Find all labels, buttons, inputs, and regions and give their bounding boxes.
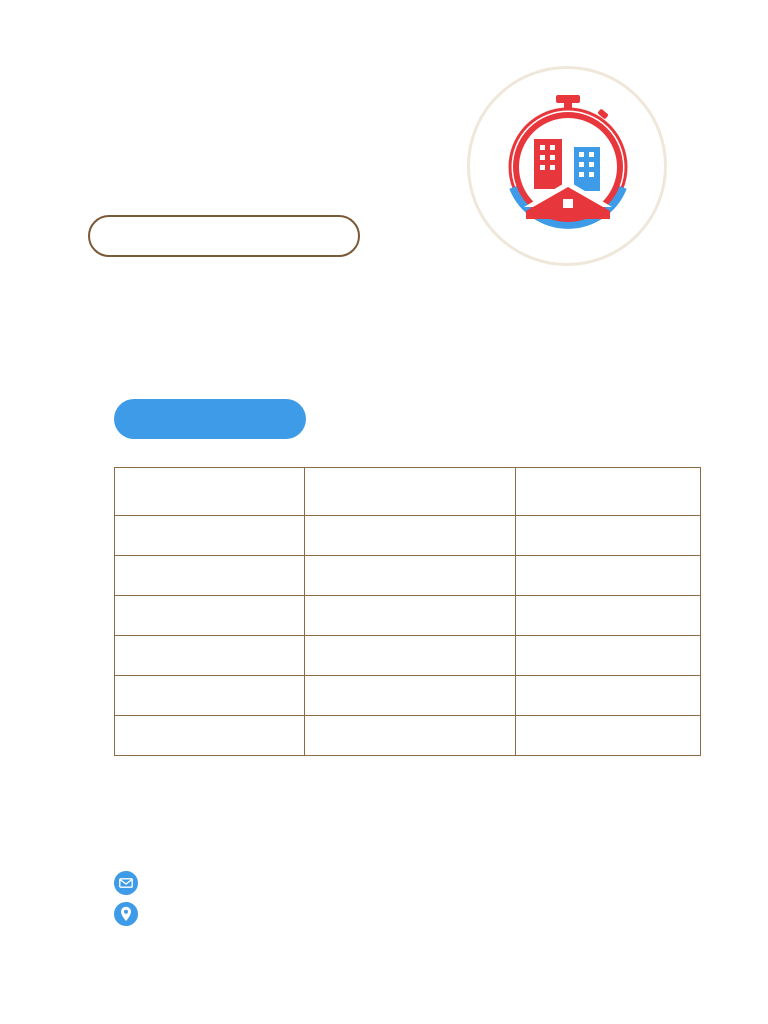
table-row <box>115 596 701 636</box>
country-price-cell <box>516 516 701 556</box>
stopwatch-buildings-logo-icon <box>494 89 640 239</box>
table-row <box>115 676 701 716</box>
country-price-cell <box>516 716 701 756</box>
table-row <box>115 556 701 596</box>
table-row <box>115 636 701 676</box>
header-country-page <box>516 468 701 516</box>
contact-address <box>114 902 156 926</box>
contact-email <box>114 871 156 895</box>
home-price-cell <box>305 556 516 596</box>
rates-table <box>114 467 701 756</box>
home-price-cell <box>305 596 516 636</box>
country-price-cell <box>516 676 701 716</box>
logo-badge <box>467 66 667 266</box>
location-pin-icon <box>114 902 138 926</box>
services-rates-badge <box>114 399 306 439</box>
home-price-cell <box>305 716 516 756</box>
table-header-row <box>115 468 701 516</box>
service-cell <box>115 516 305 556</box>
service-cell <box>115 596 305 636</box>
service-cell <box>115 716 305 756</box>
header-service <box>115 468 305 516</box>
country-price-cell <box>516 596 701 636</box>
service-cell <box>115 556 305 596</box>
table-row <box>115 716 701 756</box>
table-row <box>115 516 701 556</box>
home-price-cell <box>305 516 516 556</box>
home-price-cell <box>305 676 516 716</box>
service-cell <box>115 676 305 716</box>
country-price-cell <box>516 636 701 676</box>
advert-ratecard-label <box>88 215 360 257</box>
service-cell <box>115 636 305 676</box>
header-home-page <box>305 468 516 516</box>
envelope-icon <box>114 871 138 895</box>
country-price-cell <box>516 556 701 596</box>
home-price-cell <box>305 636 516 676</box>
